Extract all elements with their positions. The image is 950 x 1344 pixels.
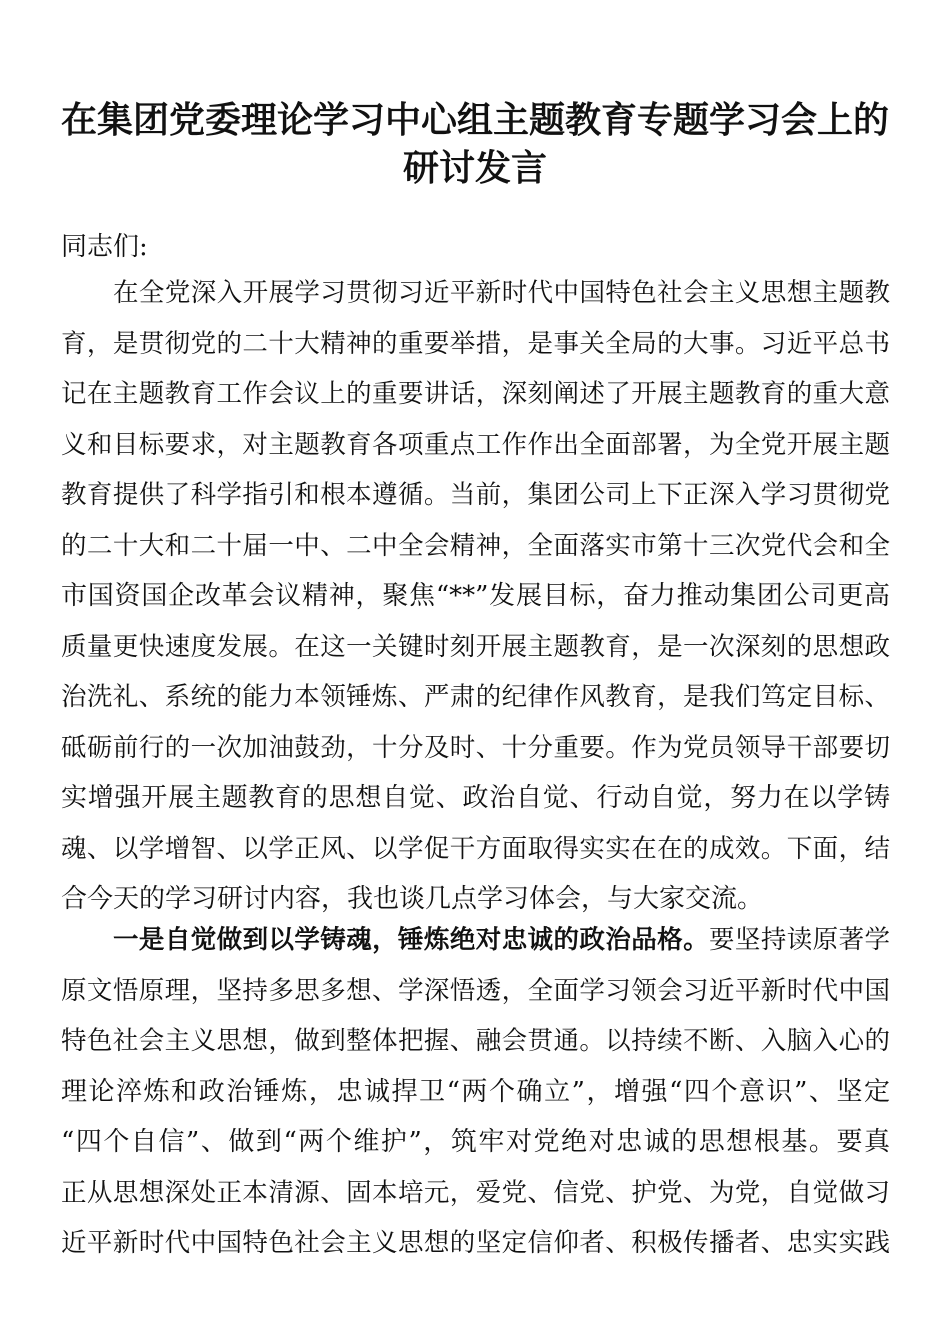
paragraph-line: “四个自信”、做到“两个维护”，筑牢对党绝对忠诚的思想根基。要真 <box>61 1127 890 1157</box>
paragraph-line: 教育提供了科学指引和根本遵循。当前，集团公司上下正深入学习贯彻党 <box>61 480 890 510</box>
paragraph-first-line <box>61 915 890 966</box>
paragraph-2 <box>61 915 890 1269</box>
document-title-line-1: 在集团党委理论学习中心组主题教育专题学习会上的 <box>60 99 889 141</box>
paragraph-line-rest: 要坚持读原著学 <box>709 925 890 955</box>
paragraph-line: 治洗礼、系统的能力本领锤炼、严肃的纪律作风教育，是我们笃定目标、 <box>61 682 890 712</box>
paragraph-line: 的二十大和二十届一中、二中全会精神，全面落实市第十三次党代会和全 <box>61 530 890 561</box>
paragraph-line: 原文悟原理，坚持多思多想、学深悟透，全面学习领会习近平新时代中国 <box>61 975 890 1006</box>
paragraph-line: 育，是贯彻党的二十大精神的重要举措，是事关全局的大事。习近平总书 <box>61 328 890 359</box>
paragraph-line: 记在主题教育工作会议上的重要讲话，深刻阐述了开展主题教育的重大意 <box>61 379 890 409</box>
paragraph-line: 正从思想深处正本清源、固本培元，爱党、信党、护党、为党，自觉做习 <box>61 1177 890 1208</box>
paragraph-line: 砥砺前行的一次加油鼓劲，十分及时、十分重要。作为党员领导干部要切 <box>61 732 890 763</box>
section-heading: 一是自觉做到以学铸魂，锤炼绝对忠诚的政治品格。 <box>113 925 709 955</box>
paragraph-line: 理论淬炼和政治锤炼，忠诚捍卫“两个确立”，增强“四个意识”、坚定 <box>61 1076 890 1107</box>
paragraph-1 <box>61 268 890 925</box>
paragraph-line: 在全党深入开展学习贯彻习近平新时代中国特色社会主义思想主题教 <box>113 278 890 308</box>
paragraph-line: 魂、以学增智、以学正风、以学促干方面取得实实在在的成效。下面，结 <box>61 833 890 864</box>
paragraph-line: 实增强开展主题教育的思想自觉、政治自觉、行动自觉，努力在以学铸 <box>61 783 890 813</box>
paragraph-line: 义和目标要求，对主题教育各项重点工作作出全面部署，为全党开展主题 <box>61 429 890 460</box>
paragraph-line: 合今天的学习研讨内容，我也谈几点学习体会，与大家交流。 <box>61 884 764 914</box>
paragraph-line: 市国资国企改革会议精神，聚焦“**”发展目标，奋力推动集团公司更高 <box>61 581 890 611</box>
document-title-line-2: 研讨发言 <box>402 147 547 189</box>
paragraph-line: 近平新时代中国特色社会主义思想的坚定信仰者、积极传播者、忠实实践 <box>61 1228 890 1258</box>
paragraph-line: 特色社会主义思想，做到整体把握、融会贯通。以持续不断、入脑入心的 <box>61 1026 890 1056</box>
paragraph-line: 质量更快速度发展。在这一关键时刻开展主题教育，是一次深刻的思想政 <box>61 631 890 662</box>
salutation: 同志们: <box>61 232 148 262</box>
